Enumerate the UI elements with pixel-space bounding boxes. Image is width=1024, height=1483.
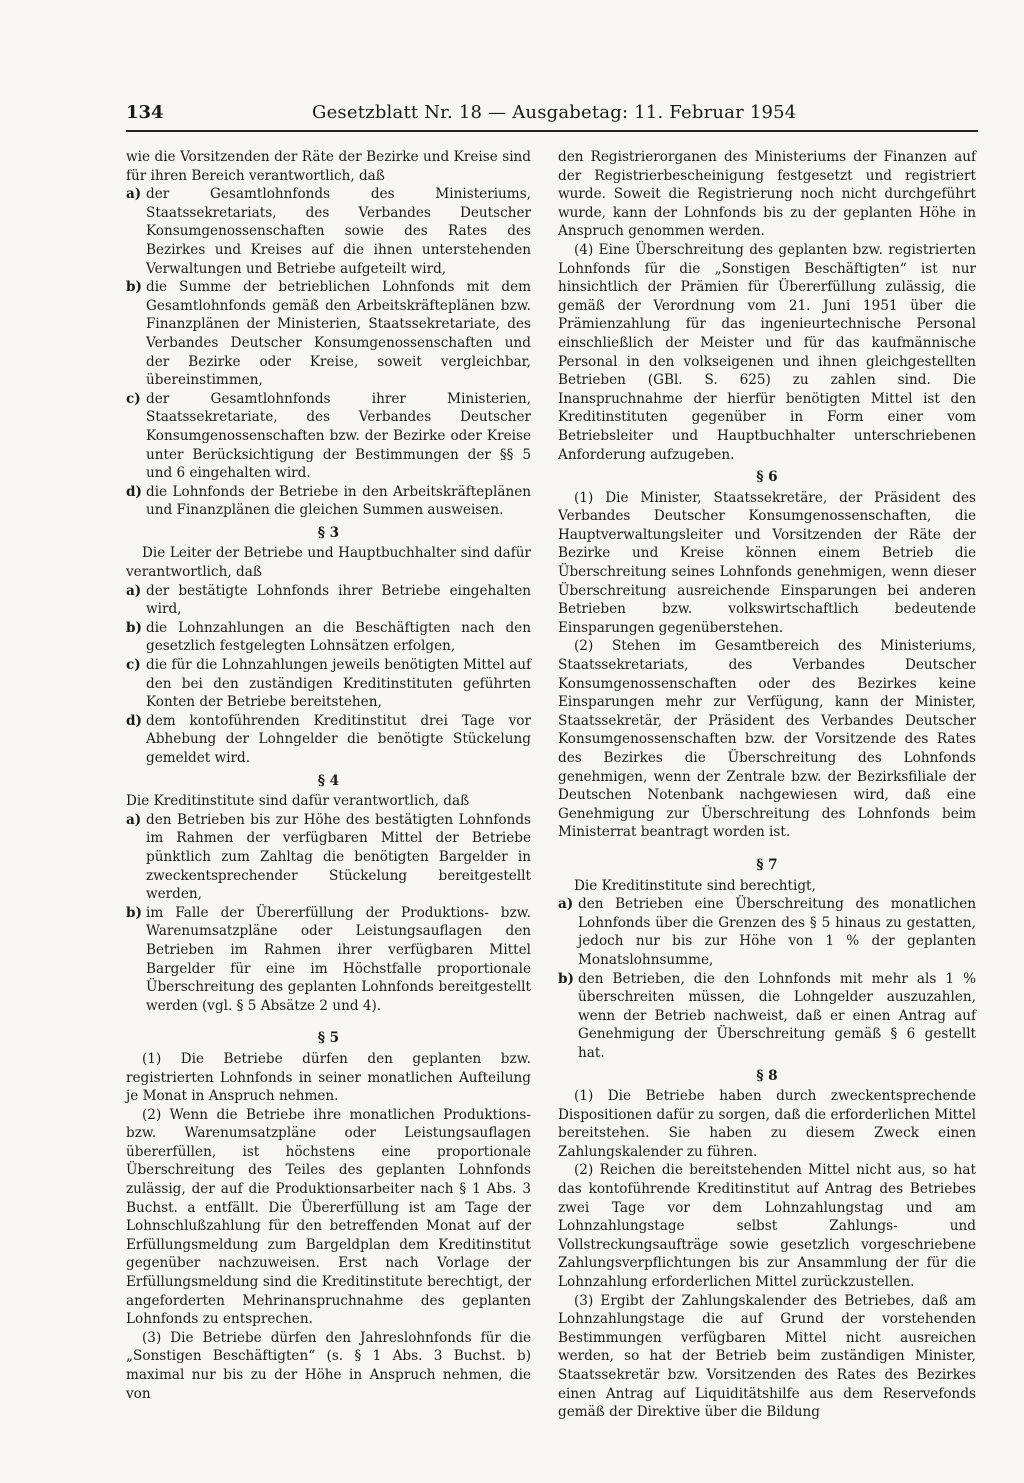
list-item: b) die Lohnzahlungen an die Beschäftigten nach den gesetzlich festgelegten Lohnsätzen erfolgen, (126, 619, 531, 655)
section-8-paragraph-1: (1) Die Betriebe haben durch zweckentsprechende Dispositionen dafür zu sorgen, daß die erforderlichen Mittel bereitstehen. Sie haben zu diesem Zweck einen Zahlungskalender zu führen. (558, 1088, 976, 1160)
section-8-paragraph-2: (2) Reichen die bereitstehenden Mittel nicht aus, so hat das kontoführende Kreditinstitut auf Antrag des Betriebes zwei Tage vor dem Lohnzahlungstag und am Lohnzahlungstage selbst Zahlungs- und Vollstreckungsaufträge sowie gesetzlich vorgeschriebene Zahlungsverpflichtungen bis zur Ansammlung der für die Lohnzahlung erforderlichen Mittel zurückzustellen. (558, 1162, 976, 1291)
list-item: d) dem kontoführenden Kreditinstitut drei Tage vor Abhebung der Lohngelder die benötigte Stückelung gemeldet wird. (126, 712, 531, 766)
intro-paragraph: wie die Vorsitzenden der Räte der Bezirke und Kreise sind für ihren Bereich verantwortlich, daß (126, 149, 531, 184)
section-5-paragraph-4: (4) Eine Überschreitung des geplanten bzw. registrierten Lohnfonds für die „Sonstigen Beschäftigten“ ist nur hinsichtlich der Prämien für Übererfüllung zulässig, die gemäß der Verordnung vom 21. Juni 1951 über die Prämienzahlung für das ingenieurtechnische Personal einschließlich der Meister und für das kaufmännische Personal in den volkseigenen und ihnen gleichgestellten Betrieben (GBl. S. 625) zu zahlen sind. Die Inanspruchnahme der hierfür benötigten Mittel ist den Kreditinstituten gegenüber in Form einer vom Betriebsleiter und Hauptbuchhalter unterschriebenen Anforderung aufzugeben. (558, 241, 976, 463)
section-5-paragraph-3: (3) Die Betriebe dürfen den Jahreslohnfonds für die „Sonstigen Beschäftigten“ (s. § 1 Abs. 3 Buchst. b) maximal nur bis zu der Höhe in Anspruch nehmen, die von (126, 1329, 531, 1402)
right-column (558, 148, 976, 1422)
list-item: c) die für die Lohnzahlungen jeweils benötigten Mittel auf den bei den zuständigen Kreditinstituten geführten Konten der Betriebe bereitstehen, (126, 657, 531, 711)
intro-list (126, 185, 531, 520)
list-item: a) der bestätigte Lohnfonds ihrer Betriebe eingehalten wird, (126, 582, 531, 618)
left-column (126, 148, 531, 1403)
section-5-paragraph-2: (2) Wenn die Betriebe ihre monatlichen Produktions- bzw. Warenumsatzpläne oder Leistungsauflagen übererfüllen, ist höchstens eine proportionale Überschreitung des Teiles des geplanten Lohnfonds zulässig, der auf die Produktionsarbeiter nach § 1 Abs. 3 Buchst. a entfällt. Die Übererfüllung ist am Tage der Lohnschlußzahlung für den betreffenden Monat auf der Erfüllungsmeldung zum Bargeldplan dem Kreditinstitut gegenüber nachzuweisen. Erst nach Vorlage der Erfüllungsmeldung sind die Kreditinstitute berechtigt, der angeforderten Mehrinanspruchnahme des geplanten Lohnfonds zu entsprechen. (126, 1106, 531, 1328)
list-item: a) den Betrieben eine Überschreitung des monatlichen Lohnfonds über die Grenzen des § 5 hinaus zu gestatten, jedoch nur bis zur Höhe von 1 % der geplanten Monatslohnsumme, (558, 896, 976, 968)
list-item: b) die Summe der betrieblichen Lohnfonds mit dem Gesamtlohnfonds gemäß den Arbeitskräfteplänen bzw. Finanzplänen der Ministerien, Staatssekretariate, des Verbandes Deutscher Konsumgenossenschaften und der Bezirke oder Kreise, soweit vergleichbar, übereinstimmen, (126, 279, 531, 389)
section-heading-6: § 6 (756, 469, 778, 486)
section-3-intro: Die Leiter der Betriebe und Hauptbuchhalter sind dafür verantwortlich, daß (126, 545, 531, 581)
section-4-intro: Die Kreditinstitute sind dafür verantwortlich, daß (126, 793, 470, 810)
list-item: d) die Lohnfonds der Betriebe in den Arbeitskräfteplänen und Finanzplänen die gleichen Summen ausweisen. (126, 483, 531, 519)
section-3-list (126, 582, 531, 768)
section-6-paragraph-1: (1) Die Minister, Staatssekretäre, der Präsident des Verbandes Deutscher Konsumgenossenschaften, die Hauptverwaltungsleiter und Vorsitzenden der Räte der Bezirke und Kreise können einem Betrieb die Überschreitung seines Lohnfonds genehmigen, wenn dieser Überschreitung ausreichende Einsparungen bei anderen Betrieben bzw. volkswirtschaftlich bedeutende Einsparungen gegenüberstehen. (558, 489, 976, 636)
section-7-intro: Die Kreditinstitute sind berechtigt, (574, 877, 816, 894)
header-title: Gesetzblatt Nr. 18 — Ausgabetag: 11. Februar 1954 (312, 102, 797, 123)
list-item: c) der Gesamtlohnfonds ihrer Ministerien, Staatssekretariate, des Verbandes Deutscher Konsumgenossenschaften bzw. der Bezirke oder Kreise unter Berücksichtigung der Bestimmungen der §§ 5 und 6 eingehalten wird. (126, 390, 531, 482)
section-5-paragraph-1: (1) Die Betriebe dürfen den geplanten bzw. registrierten Lohnfonds in seiner monatlichen Aufteilung je Monat in Anspruch nehmen. (126, 1050, 531, 1105)
section-6-paragraph-2: (2) Stehen im Gesamtbereich des Ministeriums, Staatssekretariats, des Verbandes Deutscher Konsumgenossenschaften oder des Bezirkes keine Einsparungen mehr zur Verfügung, kann der Minister, Staatssekretär, der Präsident des Verbandes Deutscher Konsumgenossenschaften bzw. der Vorsitzende des Rates des Bezirkes die Überschreitung des Lohnfonds genehmigen, wenn der Zentrale bzw. der Bezirksfiliale der Deutschen Notenbank nachgewiesen wird, daß eine Genehmigung zur Überschreitung des Lohnfonds beim Ministerrat beantragt worden ist. (558, 638, 976, 841)
section-8-paragraph-3: (3) Ergibt der Zahlungskalender des Betriebes, daß am Lohnzahlungstage die auf Grund der vorstehenden Bestimmungen verfügbaren Mittel nicht ausreichen werden, so hat der Betrieb beim zuständigen Minister, Staatssekretär bzw. Vorsitzenden des Rates des Bezirkes einen Antrag auf Liquiditätshilfe aus dem Reservefonds gemäß der Direktive über die Bildung (558, 1292, 976, 1421)
section-heading-3: § 3 (317, 524, 340, 541)
section-heading-7: § 7 (756, 856, 778, 873)
list-item: a) den Betrieben bis zur Höhe des bestätigten Lohnfonds im Rahmen der verfügbaren Mittel der Betriebe pünktlich zum Zahltag die benötigten Bargelder in zweckentsprechender Stückelung bereitgestellt werden, (126, 811, 531, 903)
list-item: a) der Gesamtlohnfonds des Ministeriums, Staatssekretariats, des Verbandes Deutscher Konsumgenossenschaften sowie des Rates des Bezirkes und Kreises auf die ihnen unterstehenden Verwaltungen und Betriebe aufgeteilt wird, (126, 186, 531, 277)
section-7-list (558, 895, 976, 1062)
page-header (126, 100, 978, 132)
section-4-list (126, 811, 531, 1016)
list-item: b) den Betrieben, die den Lohnfonds mit mehr als 1 % überschreiten müssen, die Lohngelder auszuzahlen, wenn der Betrieb nachweist, daß er einen Antrag auf Genehmigung der Überschreitung gemäß § 6 gestellt hat. (558, 970, 976, 1061)
section-heading-5: § 5 (317, 1030, 340, 1047)
list-item: b) im Falle der Übererfüllung der Produktions- bzw. Warenumsatzpläne oder Leistungsauflagen den Betrieben im Rahmen ihrer verfügbaren Mittel Bargelder für eine im Höchstfalle proportionale Überschreitung des geplanten Lohnfonds bereitgestellt werden (vgl. § 5 Absätze 2 und 4). (126, 904, 531, 1014)
continuation-paragraph: den Registrierorganen des Ministeriums der Finanzen auf der Registrierbescheinigung festgesetzt und registriert wurde. Soweit die Registrierung noch nicht durchgeführt wurde, kann der Lohnfonds bis zu der geplanten Höhe in Anspruch genommen werden. (558, 149, 976, 240)
section-heading-8: § 8 (756, 1067, 778, 1084)
section-heading-4: § 4 (317, 772, 340, 789)
page-number: 134 (126, 102, 164, 123)
